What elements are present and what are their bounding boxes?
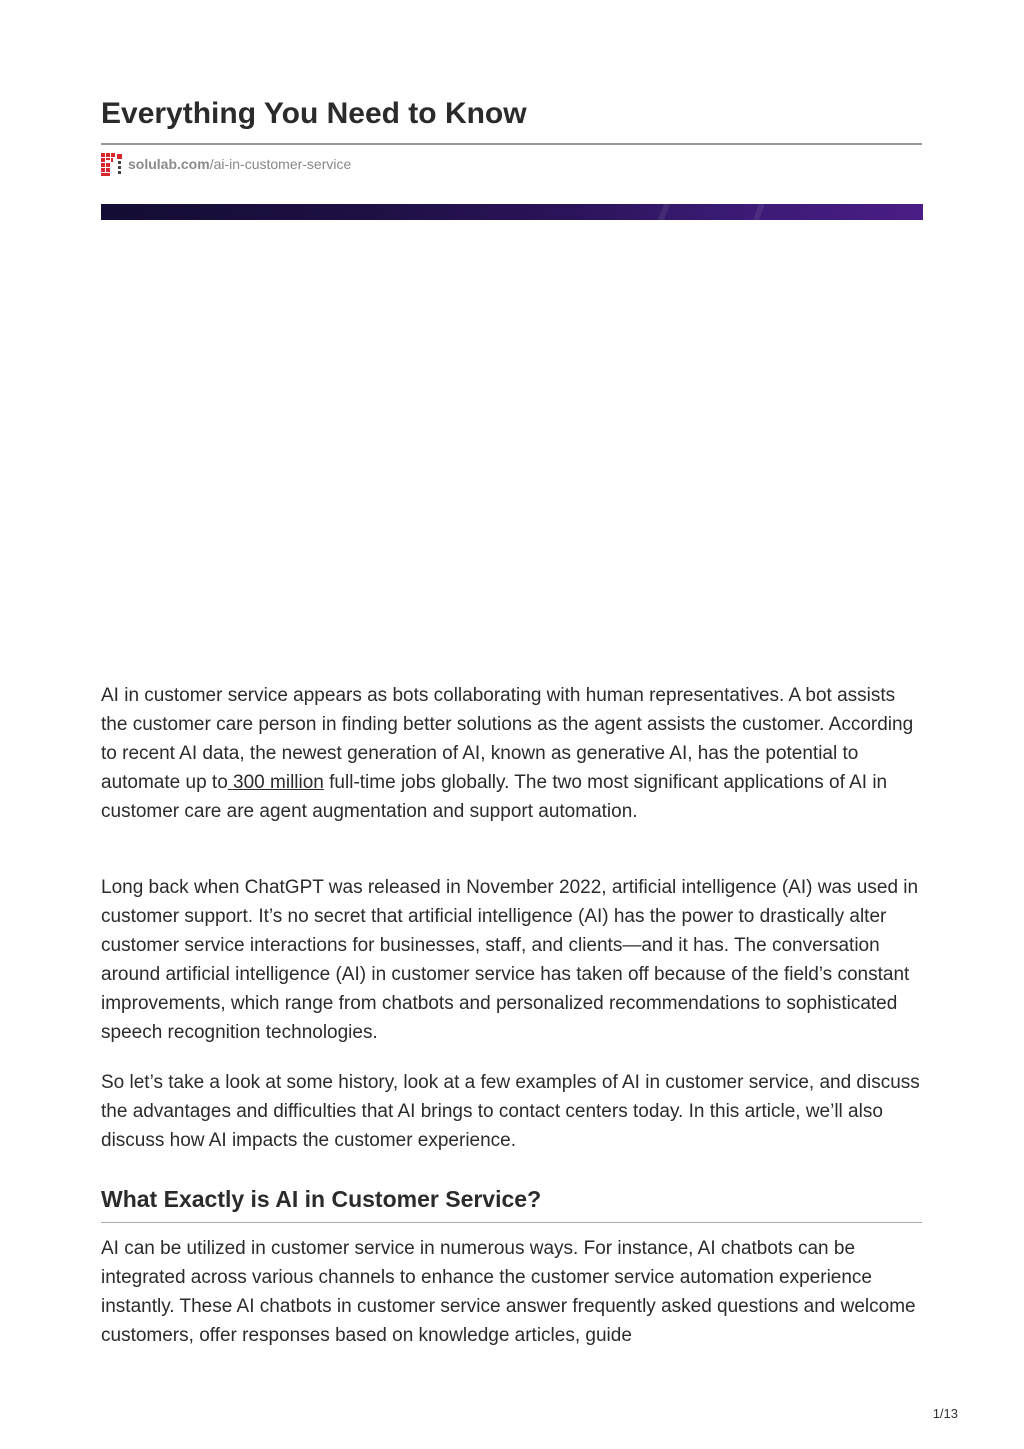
paragraph-overview: So let’s take a look at some history, look at a few examples of AI in customer service, and discuss the advantages and difficulties that AI brings to contact centers today. In this article, we’ll also discuss how AI impacts the customer experience. xyxy=(101,1072,920,1151)
section-heading: What Exactly is AI in Customer Service? xyxy=(101,1186,542,1212)
hero-banner xyxy=(101,204,923,220)
page-title: Everything You Need to Know xyxy=(101,97,527,130)
paragraph-definition: AI can be utilized in customer service in numerous ways. For instance, AI chatbots can be integrated across various channels to enhance the customer service automation experience instantly. These AI chatbots in customer service answer frequently asked questions and welcome customers, offer responses based on knowledge articles, guide xyxy=(101,1238,916,1346)
paragraph-history: Long back when ChatGPT was released in November 2022, artificial intelligence (AI) was used in customer support. It’s no secret that artificial intelligence (AI) has the power to drastically alter customer service interactions for businesses, staff, and clients—and it has. The conversation around artificial intelligence (AI) in customer service has taken off because of the field’s constant improvements, which range from chatbots and personalized recommendations to sophisticated speech recognition technologies. xyxy=(101,877,919,1043)
page-number: 1/13 xyxy=(932,1406,958,1421)
source-path: /ai-in-customer-service xyxy=(209,156,352,172)
source-line xyxy=(101,152,351,176)
source-url[interactable] xyxy=(128,154,351,174)
section-divider xyxy=(101,1222,922,1223)
banner-streak xyxy=(658,204,670,220)
banner-streak xyxy=(753,204,765,220)
title-divider xyxy=(101,143,922,145)
paragraph-intro-text: AI in customer service appears as bots collaborating with human representatives. A bot assists the customer care person in finding better solutions as the agent assists the customer. According to recent AI data, the newest generation of AI, known as generative AI, has the potential to automate up to xyxy=(101,685,914,793)
source-domain: solulab.com xyxy=(128,156,210,172)
solulab-logo-icon xyxy=(101,153,124,176)
paragraph-intro-text-end: full-time jobs globally. The two most significant applications of AI in customer care are agent augmentation and support automation. xyxy=(101,772,888,822)
paragraph-intro xyxy=(101,681,923,826)
link-300-million[interactable]: 300 million xyxy=(227,772,324,793)
